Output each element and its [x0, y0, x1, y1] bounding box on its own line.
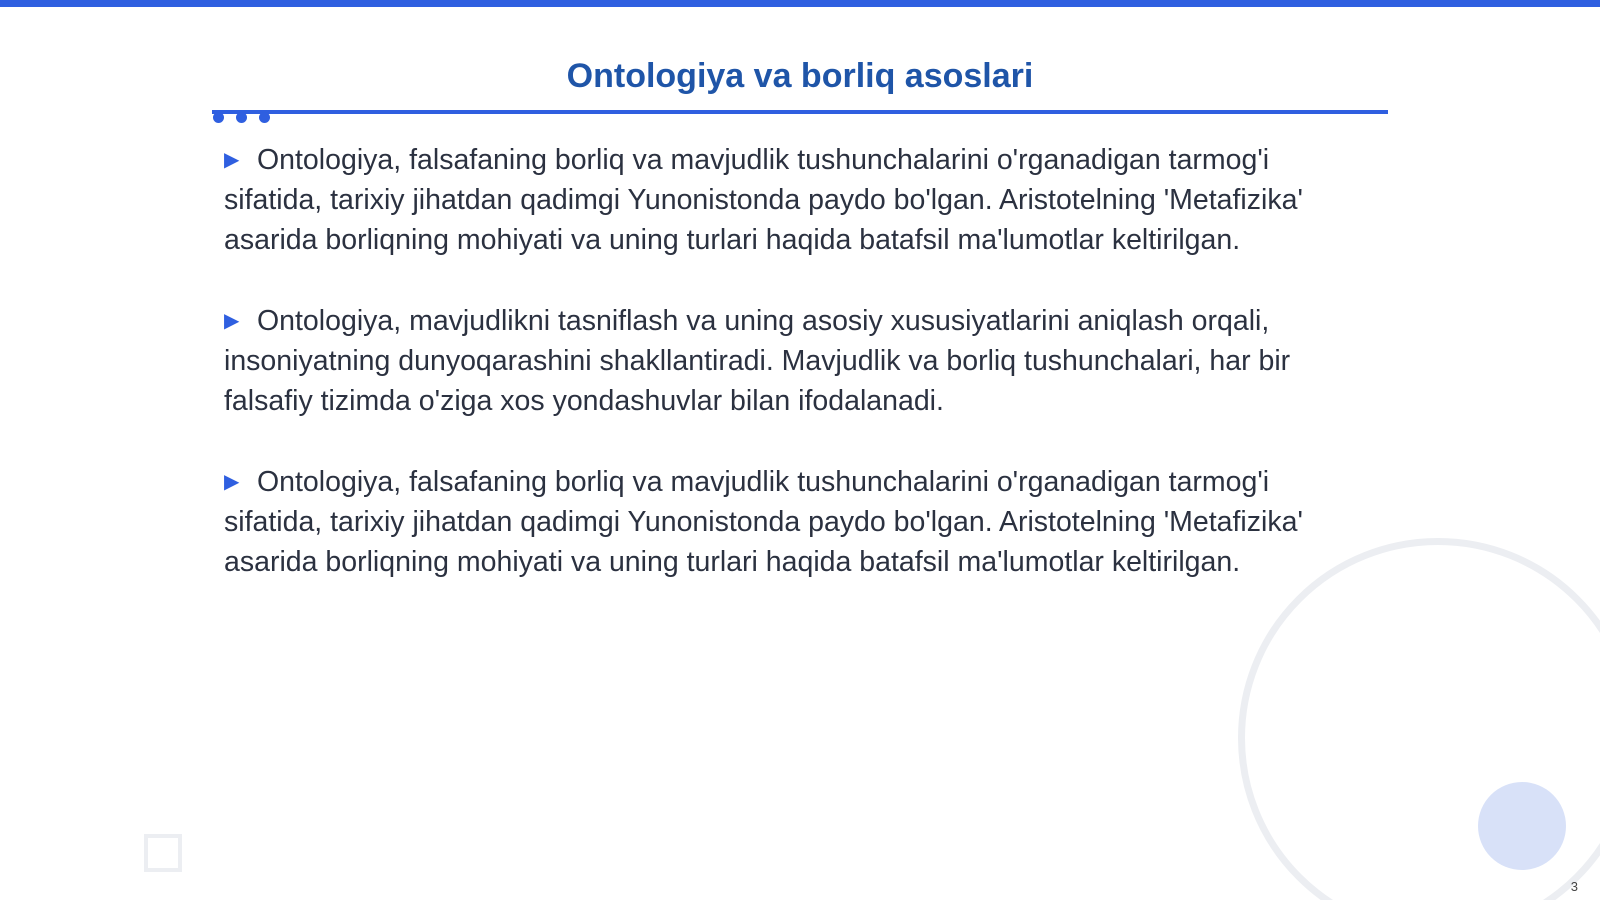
slide-title: Ontologiya va borliq asoslari [566, 57, 1034, 95]
bullet-text: Ontologiya, falsafaning borliq va mavjudlik tushunchalarini o'rganadigan tarmog'i sifatida, tarixiy jihatdan qadimgi Yunonistonda paydo bo'lgan. Aristotelning 'Metafizika' asarida borliqning mohiyati va uning turlari haqida batafsil ma'lumotlar keltirilgan. [224, 144, 1303, 256]
decor-dot [213, 112, 224, 123]
triangle-right-icon: ▶ [224, 471, 240, 493]
decorative-square [144, 834, 182, 872]
bullet-item [224, 140, 1364, 260]
bullet-list [224, 140, 1364, 623]
top-accent-bar [0, 0, 1600, 7]
bullet-item [224, 301, 1364, 421]
bullet-text: Ontologiya, falsafaning borliq va mavjudlik tushunchalarini o'rganadigan tarmog'i sifatida, tarixiy jihatdan qadimgi Yunonistonda paydo bo'lgan. Aristotelning 'Metafizika' asarida borliqning mohiyati va uning turlari haqida batafsil ma'lumotlar keltirilgan. [224, 466, 1303, 578]
decor-dot [236, 112, 247, 123]
decor-dot [259, 112, 270, 123]
title-underline [212, 110, 1388, 114]
decorative-circle [1478, 782, 1566, 870]
triangle-right-icon: ▶ [224, 310, 240, 332]
title-dots-decoration [213, 112, 283, 124]
bullet-item [224, 462, 1364, 582]
bullet-text: Ontologiya, mavjudlikni tasniflash va uning asosiy xususiyatlarini aniqlash orqali, insoniyatning dunyoqarashini shakllantiradi. Mavjudlik va borliq tushunchalari, har bir falsafiy tizimda o'ziga xos yondashuvlar bilan ifodalanadi. [224, 305, 1291, 417]
triangle-right-icon: ▶ [224, 149, 240, 171]
page-number: 3 [1570, 879, 1578, 894]
